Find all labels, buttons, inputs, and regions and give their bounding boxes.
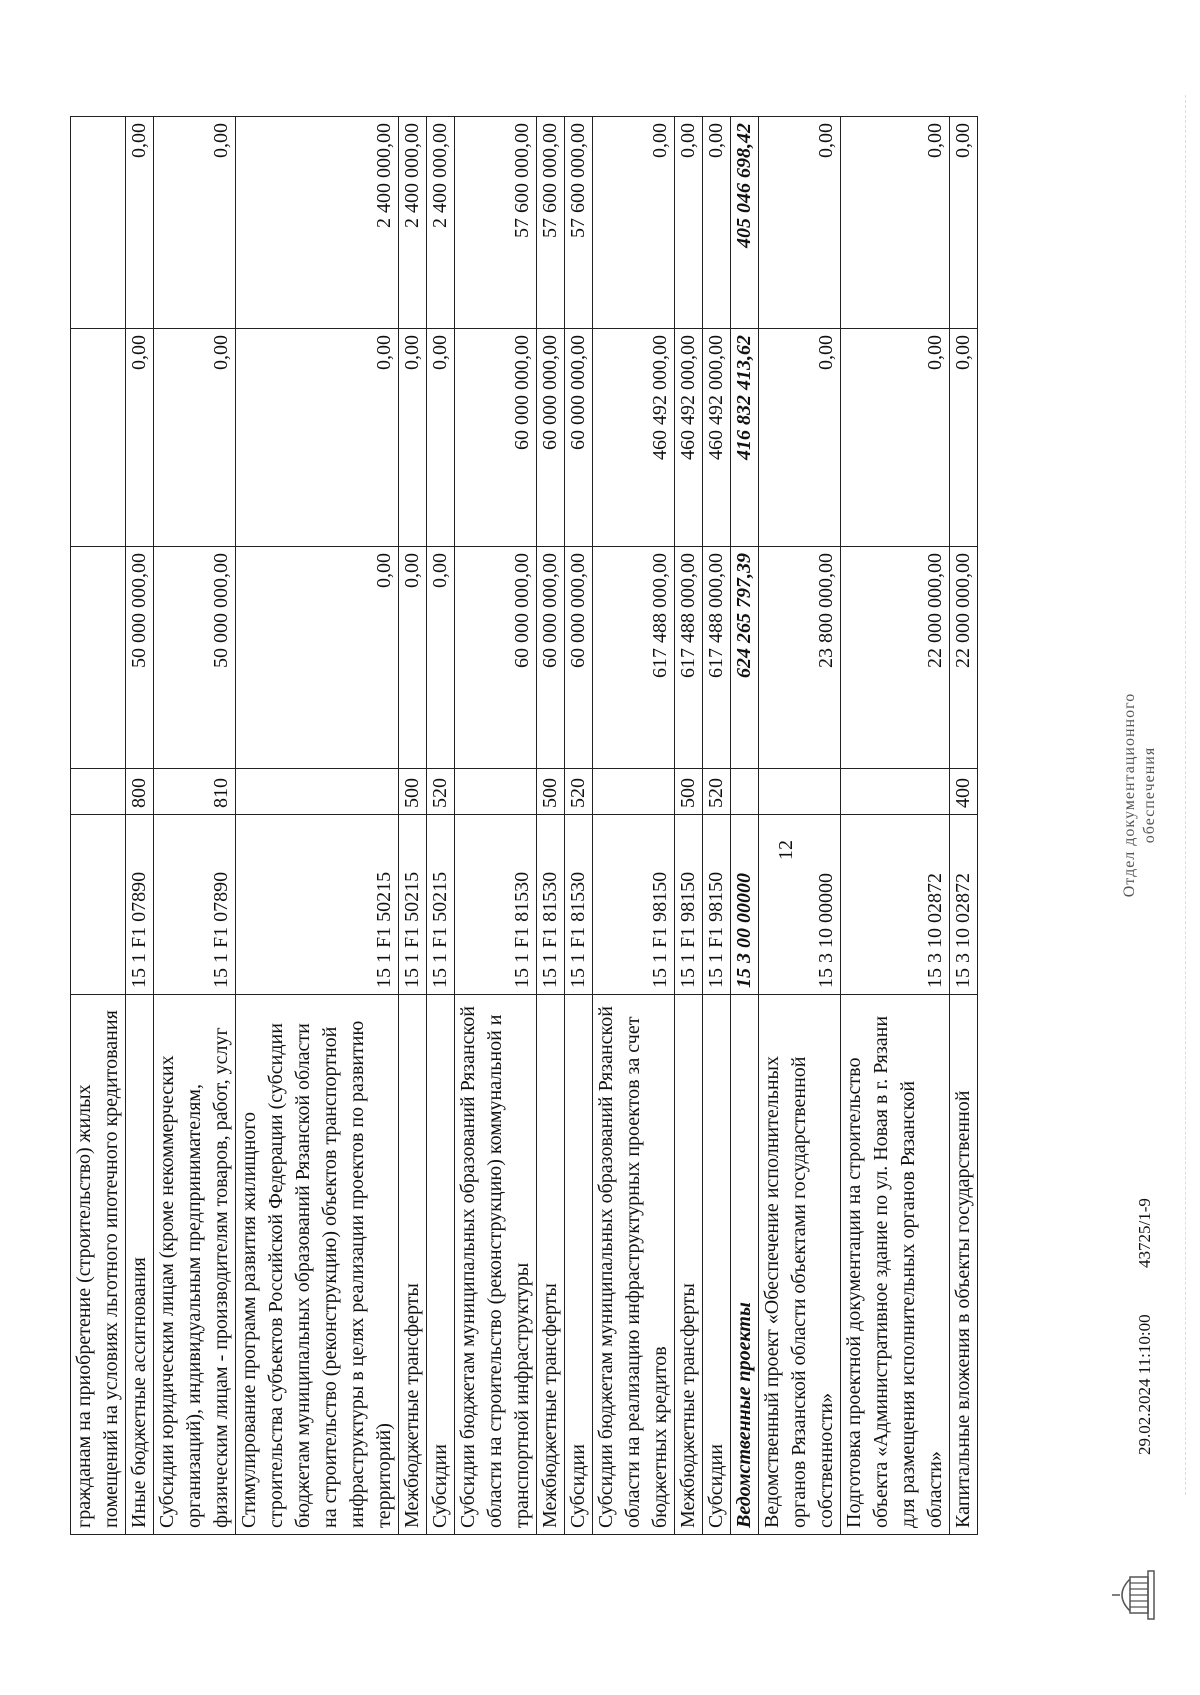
row-expense-type: 520 [565, 769, 593, 815]
row-expense-type [455, 769, 537, 815]
row-amount-1: 617 488 000,00 [675, 547, 703, 769]
row-amount-2: 460 492 000,00 [593, 329, 675, 547]
row-description [126, 995, 154, 1535]
footer-date: 29.02.2024 11:10:00 [1135, 1314, 1154, 1455]
row-amount-1: 617 488 000,00 [703, 547, 731, 769]
row-amount-3: 0,00 [950, 117, 978, 329]
table-row [537, 117, 565, 1535]
row-amount-3: 0,00 [126, 117, 154, 329]
row-amount-3: 57 600 000,00 [565, 117, 593, 329]
description-line: области на реализацию инфраструктурных проектов за счет [622, 1016, 644, 1528]
description-line: Субсидии юридическим лицам (кроме некоммерческих [156, 1055, 178, 1528]
row-amount-1: 50 000 000,00 [126, 547, 154, 769]
row-code: 15 1 F1 98150 [675, 815, 703, 995]
description-line: Межбюджетные трансферты [539, 1283, 561, 1528]
stamp-line-1: Отдел документационного [1121, 692, 1138, 898]
table-row [126, 117, 154, 1535]
description-line: Стимулирование программ развития жилищного [238, 1112, 260, 1528]
row-code: 15 1 F1 98150 [593, 815, 675, 995]
description-line: гражданам на приобретение (строительство) жилых [73, 1084, 95, 1528]
row-description [455, 995, 537, 1535]
table-row [565, 117, 593, 1535]
table-row [427, 117, 455, 1535]
row-amount-2: 460 492 000,00 [675, 329, 703, 547]
row-amount-1: 624 265 797,39 [731, 547, 759, 769]
footer-doc-number: 43725/1-9 [1135, 1198, 1154, 1268]
row-description [841, 995, 950, 1535]
row-amount-3: 2 400 000,00 [427, 117, 455, 329]
description-line: области на строительство (реконструкцию) коммунальной и [484, 1014, 506, 1528]
row-amount-2: 60 000 000,00 [565, 329, 593, 547]
row-description [675, 995, 703, 1535]
description-line: помещений на условиях льготного ипотечного кредитования [100, 1010, 122, 1528]
description-line: Субсидии бюджетам муниципальных образований Рязанской [595, 1006, 617, 1528]
description-line: Межбюджетные трансферты [677, 1283, 699, 1528]
description-line: для размещения исполнительных органов Рязанской области» [897, 1080, 946, 1528]
table-row [593, 117, 675, 1535]
table-row [71, 117, 126, 1535]
table-row [399, 117, 427, 1535]
row-amount-3: 0,00 [759, 117, 841, 329]
row-amount-2: 0,00 [154, 329, 236, 547]
row-expense-type [593, 769, 675, 815]
row-code: 15 1 F1 81530 [537, 815, 565, 995]
row-code: 15 3 10 02872 [841, 815, 950, 995]
row-amount-1: 60 000 000,00 [537, 547, 565, 769]
row-amount-1: 22 000 000,00 [841, 547, 950, 769]
row-expense-type: 520 [427, 769, 455, 815]
row-amount-2: 0,00 [126, 329, 154, 547]
row-description [427, 995, 455, 1535]
stamp-line-2: обеспечения [1141, 746, 1158, 844]
row-code: 15 1 F1 81530 [455, 815, 537, 995]
row-expense-type: 500 [399, 769, 427, 815]
row-amount-2: 60 000 000,00 [455, 329, 537, 547]
row-amount-2: 60 000 000,00 [537, 329, 565, 547]
row-description [593, 995, 675, 1535]
row-amount-2: 0,00 [427, 329, 455, 547]
description-line: Капитальные вложения в объекты государственной [952, 1090, 974, 1528]
row-amount-3: 57 600 000,00 [537, 117, 565, 329]
row-description [537, 995, 565, 1535]
row-amount-3: 2 400 000,00 [399, 117, 427, 329]
row-amount-3: 2 400 000,00 [236, 117, 399, 329]
description-line: Подготовка проектной документации на строительство [843, 1057, 865, 1528]
row-code: 15 1 F1 07890 [154, 815, 236, 995]
table-row [731, 117, 759, 1535]
row-expense-type: 500 [537, 769, 565, 815]
row-amount-1: 617 488 000,00 [593, 547, 675, 769]
row-description [399, 995, 427, 1535]
table-row [675, 117, 703, 1535]
description-line: физическим лицам - производителям товаров, работ, услуг [210, 1027, 232, 1528]
description-line: Субсидии [567, 1444, 589, 1528]
description-line: бюджетных кредитов [649, 1346, 671, 1528]
duma-logo [1110, 1565, 1158, 1625]
row-amount-1: 23 800 000,00 [759, 547, 841, 769]
row-description [236, 995, 399, 1535]
row-amount-3 [71, 117, 126, 329]
row-code: 15 1 F1 98150 [703, 815, 731, 995]
table-row [703, 117, 731, 1535]
row-code: 15 3 00 00000 [731, 815, 759, 995]
row-amount-1: 50 000 000,00 [154, 547, 236, 769]
row-amount-1: 0,00 [399, 547, 427, 769]
table-row [950, 117, 978, 1535]
row-amount-1: 0,00 [427, 547, 455, 769]
description-line: Межбюджетные трансферты [401, 1283, 423, 1528]
row-code: 15 3 10 02872 [950, 815, 978, 995]
row-amount-1: 0,00 [236, 547, 399, 769]
row-description [950, 995, 978, 1535]
row-code: 15 1 F1 50215 [399, 815, 427, 995]
budget-table [70, 116, 978, 1535]
row-expense-type [71, 769, 126, 815]
description-line: транспортной инфраструктуры [511, 1262, 533, 1528]
row-description [731, 995, 759, 1535]
row-code [71, 815, 126, 995]
row-amount-2: 0,00 [236, 329, 399, 547]
row-amount-2 [71, 329, 126, 547]
row-amount-1: 22 000 000,00 [950, 547, 978, 769]
row-amount-2: 416 832 413,62 [731, 329, 759, 547]
description-line: Субсидии бюджетам муниципальных образований Рязанской [457, 1006, 479, 1528]
row-amount-2: 0,00 [759, 329, 841, 547]
row-code: 15 1 F1 07890 [126, 815, 154, 995]
row-expense-type: 520 [703, 769, 731, 815]
row-description [703, 995, 731, 1535]
row-expense-type: 500 [675, 769, 703, 815]
table-row [841, 117, 950, 1535]
row-expense-type [759, 769, 841, 815]
description-line: Иные бюджетные ассигнования [128, 1257, 150, 1528]
description-line: строительства субъектов Российской Федерации (субсидии [265, 1023, 287, 1528]
description-line: Ведомственный проект «Обеспечение исполнительных [761, 1056, 783, 1528]
row-amount-3: 57 600 000,00 [455, 117, 537, 329]
description-line: организаций), индивидуальным предпринимателям, [183, 1084, 205, 1528]
row-expense-type [841, 769, 950, 815]
row-description [154, 995, 236, 1535]
department-stamp [1120, 595, 1160, 995]
row-amount-3: 0,00 [593, 117, 675, 329]
row-code: 15 1 F1 81530 [565, 815, 593, 995]
description-line: территорий) [373, 1423, 395, 1528]
table-row [236, 117, 399, 1535]
description-line: собственности» [815, 1392, 837, 1528]
row-amount-3: 0,00 [675, 117, 703, 329]
row-amount-2: 0,00 [841, 329, 950, 547]
row-expense-type: 400 [950, 769, 978, 815]
description-line: Субсидии [429, 1444, 451, 1528]
description-line: инфраструктуры в целях реализации проектов по развитию [346, 1020, 368, 1528]
row-code: 15 3 10 00000 [759, 815, 841, 995]
row-amount-2: 0,00 [950, 329, 978, 547]
row-expense-type: 810 [154, 769, 236, 815]
table-row [455, 117, 537, 1535]
row-expense-type: 800 [126, 769, 154, 815]
row-amount-3: 405 046 698,42 [731, 117, 759, 329]
table-row [154, 117, 236, 1535]
page-number: 12 [775, 840, 797, 860]
row-code: 15 1 F1 50215 [427, 815, 455, 995]
row-amount-3: 0,00 [703, 117, 731, 329]
row-amount-3: 0,00 [841, 117, 950, 329]
description-line: Ведомственные проекты [733, 1302, 755, 1528]
description-line: бюджетам муниципальных образований Рязанской области [292, 1023, 314, 1528]
row-description [759, 995, 841, 1535]
description-line: объекта «Административное здание по ул. Новая в г. Рязани [870, 1015, 892, 1528]
row-description [565, 995, 593, 1535]
row-description [71, 995, 126, 1535]
description-line: на строительство (реконструкцию) объектов транспортной [319, 1026, 341, 1528]
row-amount-3: 0,00 [154, 117, 236, 329]
table-row [759, 117, 841, 1535]
description-line: органов Рязанской области объектами государственной [788, 1056, 810, 1528]
row-expense-type [236, 769, 399, 815]
description-line: Субсидии [705, 1444, 727, 1528]
row-amount-2: 0,00 [399, 329, 427, 547]
row-amount-1: 60 000 000,00 [565, 547, 593, 769]
row-expense-type [731, 769, 759, 815]
scan-edge-line [1185, 95, 1187, 1495]
row-amount-1 [71, 547, 126, 769]
row-amount-1: 60 000 000,00 [455, 547, 537, 769]
row-amount-2: 460 492 000,00 [703, 329, 731, 547]
row-code: 15 1 F1 50215 [236, 815, 399, 995]
